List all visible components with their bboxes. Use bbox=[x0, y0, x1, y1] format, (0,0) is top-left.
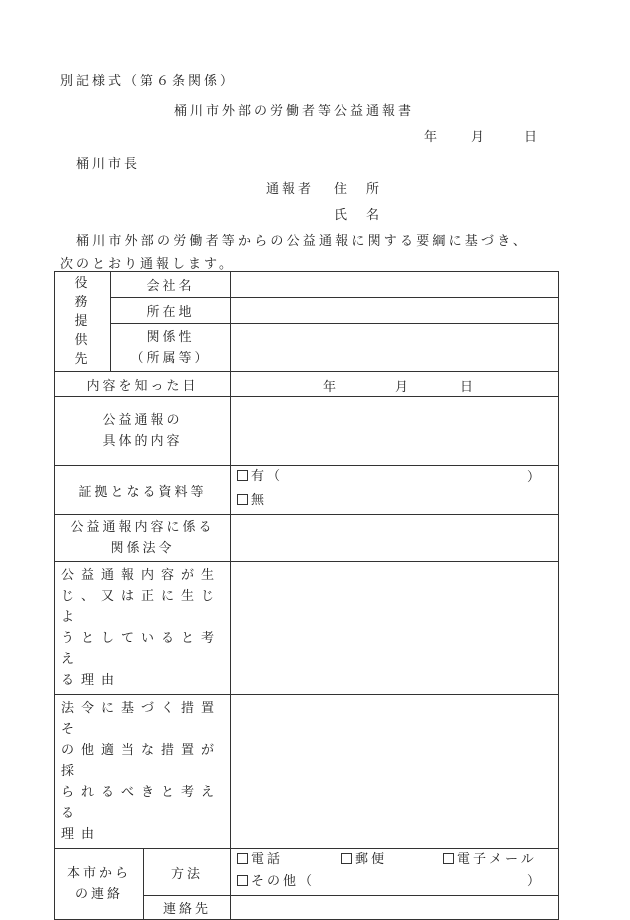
reason-row bbox=[55, 562, 559, 695]
measures-label: 法令に基づく措置そ の他適当な措置が採 られるべきと考える 理由 bbox=[55, 695, 231, 849]
method-other-checkbox[interactable] bbox=[237, 875, 248, 886]
form-label: 別記様式（第６条関係） bbox=[60, 74, 237, 89]
report-form-table bbox=[54, 271, 559, 920]
evidence-no-option[interactable]: 無 bbox=[237, 490, 558, 512]
company-row bbox=[55, 272, 559, 298]
location-value-cell[interactable] bbox=[231, 298, 559, 324]
company-label: 会社名 bbox=[111, 272, 231, 298]
law-label: 公益通報内容に係る 関係法令 bbox=[55, 515, 231, 562]
reporter-label: 通報者 bbox=[266, 182, 315, 197]
evidence-no-checkbox[interactable] bbox=[237, 494, 248, 505]
contact-to-label: 連絡先 bbox=[144, 896, 231, 920]
relation-row bbox=[55, 324, 559, 372]
method-email-checkbox[interactable] bbox=[443, 853, 454, 864]
evidence-label: 証拠となる資料等 bbox=[55, 466, 231, 515]
addressee: 桶川市長 bbox=[76, 157, 141, 172]
method-mail-checkbox[interactable] bbox=[341, 853, 352, 864]
location-row bbox=[55, 298, 559, 324]
address-label: 住 所 bbox=[334, 182, 383, 197]
content-row bbox=[55, 397, 559, 466]
method-phone-checkbox[interactable] bbox=[237, 853, 248, 864]
date-month: 月 bbox=[471, 130, 488, 145]
measures-row bbox=[55, 695, 559, 849]
contact-heading: 本市から の連絡 bbox=[55, 849, 144, 920]
contact-to-value-cell[interactable] bbox=[231, 896, 559, 920]
date-year: 年 bbox=[424, 130, 441, 145]
known-date-cell[interactable] bbox=[231, 372, 559, 397]
relation-value-cell[interactable] bbox=[231, 324, 559, 372]
measures-value-cell[interactable] bbox=[231, 695, 559, 849]
evidence-options bbox=[231, 466, 559, 515]
method-email-option[interactable]: 電子メール bbox=[443, 849, 537, 871]
location-label: 所在地 bbox=[111, 298, 231, 324]
evidence-yes-option[interactable]: 有（ ） bbox=[237, 466, 558, 490]
company-value-cell[interactable] bbox=[231, 272, 559, 298]
method-options bbox=[231, 849, 559, 896]
method-mail-option[interactable]: 郵便 bbox=[341, 849, 387, 871]
method-other-option[interactable]: その他（ ） bbox=[237, 871, 558, 893]
reason-value-cell[interactable] bbox=[231, 562, 559, 695]
known-date-year: 年 bbox=[323, 380, 340, 395]
provider-heading: 役 務 提 供 先 bbox=[55, 272, 111, 372]
intro-line-2: 次のとおり通報します。 bbox=[60, 257, 235, 272]
content-value-cell[interactable] bbox=[231, 397, 559, 466]
law-row bbox=[55, 515, 559, 562]
relation-label: 関係性 （所属等） bbox=[111, 324, 231, 372]
evidence-row bbox=[55, 466, 559, 515]
known-date-row bbox=[55, 372, 559, 397]
method-label: 方法 bbox=[144, 849, 231, 896]
document-title: 桶川市外部の労働者等公益通報書 bbox=[174, 104, 415, 119]
date-day: 日 bbox=[524, 130, 541, 145]
law-value-cell[interactable] bbox=[231, 515, 559, 562]
method-phone-option[interactable]: 電話 bbox=[237, 852, 283, 867]
intro-line-1: 桶川市外部の労働者等からの公益通報に関する要綱に基づき、 bbox=[76, 234, 530, 249]
content-label: 公益通報の 具体的内容 bbox=[55, 397, 231, 466]
known-date-day: 日 bbox=[460, 380, 477, 395]
name-label: 氏 名 bbox=[334, 208, 383, 223]
reason-label: 公益通報内容が生 じ、又は正に生じよ うとしていると考え る理由 bbox=[55, 562, 231, 695]
known-date-label: 内容を知った日 bbox=[55, 372, 231, 397]
known-date-month: 月 bbox=[395, 380, 412, 395]
method-row bbox=[55, 849, 559, 896]
evidence-yes-checkbox[interactable] bbox=[237, 470, 248, 481]
